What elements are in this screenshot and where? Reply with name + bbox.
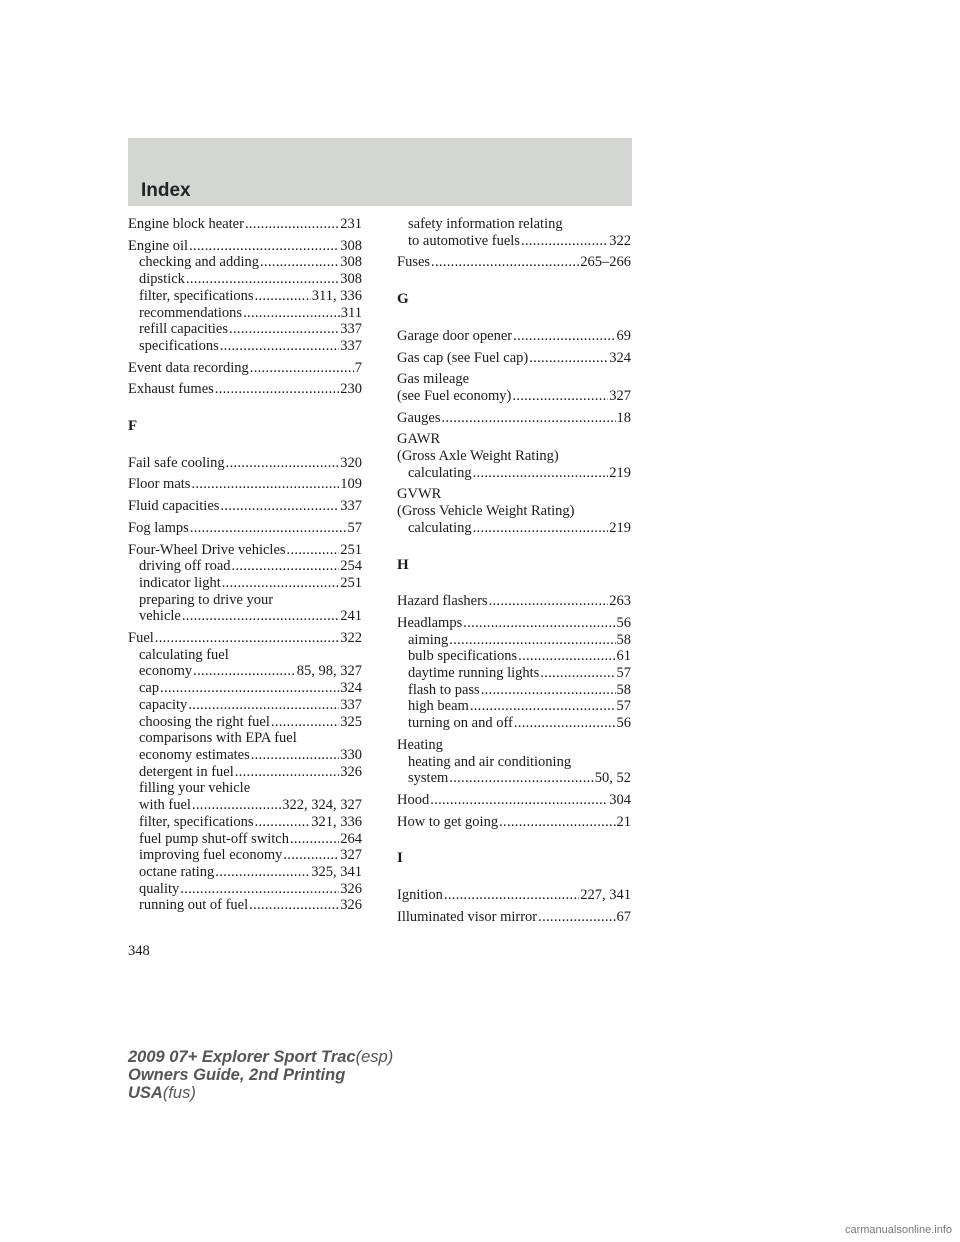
index-row: [397, 615, 631, 632]
index-subrow: [128, 714, 362, 731]
dot-leader: [431, 254, 579, 271]
index-entry: [397, 254, 631, 271]
index-subterm: capacity: [139, 696, 188, 713]
dot-leader: [470, 698, 616, 715]
dot-leader: [512, 388, 608, 405]
index-term: Four-Wheel Drive vehicles: [128, 541, 286, 558]
index-subrow: [128, 847, 362, 864]
dot-leader: [260, 254, 339, 271]
index-subterm: flash to pass: [408, 681, 480, 698]
index-subrow: [128, 831, 362, 848]
index-subterm: with fuel: [139, 797, 191, 814]
dot-leader: [473, 465, 609, 482]
index-row: [397, 792, 631, 809]
index-entry: [397, 615, 631, 732]
index-subterm: system: [408, 770, 449, 787]
index-subrow: [397, 665, 631, 682]
dot-leader: [243, 305, 340, 322]
index-subrow: [128, 680, 362, 697]
page-ref: 7: [354, 359, 362, 376]
index-entry: [128, 630, 362, 914]
index-term: Engine oil: [128, 237, 189, 254]
index-entry: [128, 216, 362, 233]
page-ref: 56: [616, 614, 631, 631]
page-ref: 85, 98, 327: [296, 663, 362, 680]
index-subrow: [128, 338, 362, 355]
dot-leader: [250, 360, 354, 377]
index-subterm: quality: [139, 880, 180, 897]
index-subrow: [397, 233, 631, 250]
page-ref: 254: [340, 558, 362, 575]
index-subterm: refill capacities: [139, 321, 228, 338]
dot-leader: [271, 714, 339, 731]
index-subterm: filter, specifications: [139, 813, 254, 830]
dot-leader: [255, 288, 311, 305]
index-subrow: [128, 814, 362, 831]
index-row: [128, 381, 362, 398]
section-letter: I: [397, 850, 403, 867]
index-entry: [397, 216, 631, 249]
index-subterm: economy estimates: [139, 746, 250, 763]
index-term: Fuses: [397, 254, 431, 271]
index-subrow: [397, 770, 631, 787]
page-ref: 325: [340, 713, 362, 730]
index-term: Engine block heater: [128, 216, 244, 232]
index-subterm: dipstick: [139, 271, 185, 288]
dot-leader: [449, 632, 615, 649]
index-term: (see Fuel economy): [397, 387, 512, 404]
index-subterm: calculating: [408, 464, 472, 481]
index-column-left: [128, 216, 362, 919]
page-ref: 251: [340, 541, 362, 558]
page-ref: 324: [340, 680, 362, 697]
index-subrow: [128, 271, 362, 288]
index-term: Floor mats: [128, 476, 191, 493]
dot-leader: [444, 887, 579, 904]
index-entry: [397, 814, 631, 831]
dot-leader: [430, 792, 608, 809]
index-entry: [397, 431, 631, 481]
index-entry: [128, 520, 362, 537]
index-subrow: [128, 321, 362, 338]
footer-code: (fus): [162, 1084, 196, 1102]
index-term: Gauges: [397, 409, 441, 426]
dot-leader: [513, 328, 615, 345]
index-row: [397, 593, 631, 610]
page-ref: 321, 336: [311, 813, 362, 830]
dot-leader: [220, 498, 339, 515]
index-subrow: [397, 682, 631, 699]
index-subrow: [128, 558, 362, 575]
index-subrow: [128, 575, 362, 592]
footer-printing: Owners Guide, 2nd Printing: [128, 1066, 346, 1084]
dot-leader: [182, 608, 339, 625]
footer-line: [128, 1066, 393, 1084]
page-ref: 227, 341: [580, 887, 631, 904]
index-entry: [128, 360, 362, 377]
footer-model: 2009 07+ Explorer Sport Trac: [128, 1048, 356, 1066]
index-subrow: [128, 608, 362, 625]
page-ref: 311, 336: [311, 287, 362, 304]
index-term: Fuel: [128, 630, 154, 647]
page-ref: 219: [609, 519, 631, 536]
footer-line: [128, 1084, 393, 1102]
footer-code: (esp): [355, 1048, 394, 1066]
index-term: Fog lamps: [128, 519, 189, 536]
index-subrow: [128, 663, 362, 680]
dot-leader: [220, 338, 340, 355]
page-ref: 231: [340, 216, 362, 232]
index-subterm-line: comparisons with EPA fuel: [139, 730, 297, 747]
index-entry: [397, 350, 631, 367]
index-row: [128, 498, 362, 515]
watermark: carmanualsonline.info: [844, 1224, 952, 1236]
header-band: [128, 138, 632, 206]
index-subrow: [128, 254, 362, 271]
index-entry: [397, 887, 631, 904]
dot-leader: [180, 881, 339, 898]
page-ref: 219: [609, 464, 631, 481]
index-entry: [128, 542, 362, 626]
index-row: [397, 328, 631, 345]
index-term: Illuminated visor mirror: [397, 908, 538, 925]
index-subrow: [128, 897, 362, 914]
section-letter: F: [128, 418, 138, 435]
page-ref: 337: [340, 498, 362, 515]
index-entry: [128, 381, 362, 398]
index-subrow: [397, 632, 631, 649]
index-row: [128, 360, 362, 377]
dot-leader: [290, 831, 339, 848]
footer-market: USA: [128, 1084, 163, 1102]
dot-leader: [229, 321, 339, 338]
page-ref: 325, 341: [311, 863, 362, 880]
page-ref: 308: [340, 237, 362, 254]
index-term: Gas cap (see Fuel cap): [397, 349, 529, 366]
index-term: Hazard flashers: [397, 593, 488, 610]
index-term: How to get going: [397, 813, 499, 830]
page-ref: 337: [340, 321, 362, 338]
dot-leader: [481, 682, 616, 699]
index-entry: [128, 238, 362, 355]
dot-leader: [529, 350, 608, 367]
index-subterm: vehicle: [139, 608, 181, 625]
dot-leader: [518, 648, 615, 665]
dot-leader: [538, 909, 615, 926]
index-subterm: economy: [139, 663, 193, 680]
index-subterm: indicator light: [139, 574, 221, 591]
page-ref: 265–266: [580, 254, 631, 271]
index-entry: [397, 410, 631, 427]
page-ref: 241: [340, 608, 362, 625]
index-subterm-line: heating and air conditioning: [408, 753, 572, 770]
page-ref: 67: [616, 908, 631, 925]
section-letter: G: [397, 291, 409, 308]
index-subterm: running out of fuel: [139, 897, 249, 914]
page-ref: 57: [616, 698, 631, 715]
dot-leader: [222, 575, 340, 592]
index-row: [397, 410, 631, 427]
page-ref: 304: [609, 791, 631, 808]
dot-leader: [186, 271, 339, 288]
index-term: Ignition: [397, 887, 443, 904]
page-ref: 18: [616, 409, 631, 426]
page-ref: 50, 52: [594, 770, 631, 787]
index-subterm: daytime running lights: [408, 665, 540, 682]
index-subterm-line: safety information relating: [408, 216, 563, 232]
dot-leader: [226, 455, 340, 472]
dot-leader: [232, 558, 340, 575]
dot-leader: [192, 797, 281, 814]
index-term: Event data recording: [128, 359, 249, 376]
index-subterm: cap: [139, 680, 160, 697]
dot-leader: [155, 630, 339, 647]
page-ref: 57: [347, 519, 362, 536]
index-subterm: bulb specifications: [408, 648, 518, 665]
dot-leader: [245, 216, 339, 233]
page-ref: 311: [340, 304, 362, 321]
dot-leader: [255, 814, 311, 831]
dot-leader: [193, 663, 296, 680]
index-subterm: choosing the right fuel: [139, 713, 270, 730]
index-row: [397, 388, 631, 405]
index-subrow: [128, 747, 362, 764]
index-entry: [397, 737, 631, 787]
dot-leader: [442, 410, 616, 427]
dot-leader: [191, 476, 339, 493]
index-term: Hood: [397, 791, 430, 808]
index-row: [397, 814, 631, 831]
index-term-line: GAWR: [397, 431, 441, 448]
page-ref: 109: [340, 476, 362, 493]
index-entry: [397, 328, 631, 345]
index-term: Exhaust fumes: [128, 381, 214, 398]
index-subterm: detergent in fuel: [139, 763, 234, 780]
page-ref: 337: [340, 696, 362, 713]
index-entry: [128, 498, 362, 515]
dot-leader: [473, 520, 609, 537]
page-ref: 264: [340, 830, 362, 847]
index-subterm: specifications: [139, 337, 219, 354]
dot-leader: [489, 593, 609, 610]
index-subterm: filter, specifications: [139, 287, 254, 304]
index-subrow: [128, 288, 362, 305]
page-ref: 61: [616, 648, 631, 665]
index-subterm: fuel pump shut-off switch: [139, 830, 289, 847]
index-subrow: [397, 698, 631, 715]
dot-leader: [499, 814, 615, 831]
index-term-line: Heating: [397, 736, 443, 753]
index-term-line: GVWR: [397, 486, 442, 503]
index-subterm: checking and adding: [139, 254, 259, 271]
page-ref: 337: [340, 337, 362, 354]
index-row: [128, 238, 362, 255]
page-ref: 263: [609, 593, 631, 610]
footer: [128, 1048, 393, 1102]
index-row: [128, 520, 362, 537]
index-subterm: recommendations: [139, 304, 243, 321]
page-ref: 326: [340, 880, 362, 897]
dot-leader: [540, 665, 615, 682]
page-ref: 326: [340, 897, 362, 914]
page-ref: 308: [340, 254, 362, 271]
page-ref: 58: [616, 631, 631, 648]
dot-leader: [251, 747, 340, 764]
index-row: [128, 630, 362, 647]
index-subterm: improving fuel economy: [139, 847, 283, 864]
index-entry: [397, 486, 631, 536]
index-term: Fail safe cooling: [128, 454, 225, 471]
dot-leader: [235, 764, 339, 781]
index-subterm: high beam: [408, 698, 469, 715]
index-entry: [128, 476, 362, 493]
footer-line: [128, 1048, 393, 1066]
dot-leader: [215, 864, 310, 881]
index-subterm: calculating: [408, 519, 472, 536]
index-term: Headlamps: [397, 614, 463, 631]
page-title: Index: [141, 180, 191, 201]
index-row: [128, 542, 362, 559]
index-subterm: turning on and off: [408, 715, 513, 732]
index-subrow: [128, 797, 362, 814]
page-ref: 308: [340, 271, 362, 288]
page-ref: 326: [340, 763, 362, 780]
page-ref: 56: [616, 715, 631, 732]
index-term: Fluid capacities: [128, 498, 220, 515]
page-ref: 21: [616, 813, 631, 830]
section-letter: H: [397, 556, 409, 573]
index-row: [397, 350, 631, 367]
index-subterm-line: filling your vehicle: [139, 780, 251, 797]
dot-leader: [215, 381, 339, 398]
page-ref: 327: [340, 847, 362, 864]
index-subrow: [128, 881, 362, 898]
index-row: [128, 216, 362, 233]
index-row: [397, 254, 631, 271]
page-ref: 322: [340, 630, 362, 647]
index-subrow: [397, 715, 631, 732]
index-subrow: [128, 764, 362, 781]
dot-leader: [463, 615, 615, 632]
index-entry: [128, 455, 362, 472]
index-term-line: Gas mileage: [397, 371, 470, 388]
index-term-line: (Gross Axle Weight Rating): [397, 448, 559, 465]
index-entry: [397, 792, 631, 809]
page-ref: 230: [340, 381, 362, 398]
dot-leader: [189, 238, 339, 255]
index-subterm: aiming: [408, 631, 449, 648]
index-subterm: driving off road: [139, 558, 231, 575]
dot-leader: [160, 680, 339, 697]
index-entry: [397, 371, 631, 404]
index-term: Garage door opener: [397, 327, 513, 344]
page-number: 348: [128, 943, 150, 959]
dot-leader: [514, 715, 616, 732]
index-row: [128, 476, 362, 493]
page-ref: 320: [340, 454, 362, 471]
index-subterm-line: preparing to drive your: [139, 591, 274, 608]
page-ref: 58: [616, 681, 631, 698]
index-column-right: [397, 216, 631, 931]
index-subterm: to automotive fuels: [408, 232, 520, 249]
index-row: [397, 887, 631, 904]
dot-leader: [449, 770, 593, 787]
index-subrow: [397, 465, 631, 482]
index-subrow: [397, 648, 631, 665]
dot-leader: [249, 897, 339, 914]
dot-leader: [521, 233, 608, 250]
dot-leader: [190, 520, 347, 537]
index-entry: [397, 593, 631, 610]
index-row: [128, 455, 362, 472]
index-subterm: octane rating: [139, 863, 215, 880]
dot-leader: [287, 542, 340, 559]
index-subterm-line: calculating fuel: [139, 646, 229, 663]
page-ref: 322, 324, 327: [282, 797, 362, 814]
page-ref: 57: [616, 665, 631, 682]
index-entry: [397, 909, 631, 926]
page-ref: 322: [609, 232, 631, 249]
index-row: [397, 909, 631, 926]
dot-leader: [188, 697, 339, 714]
dot-leader: [283, 847, 339, 864]
index-subrow: [397, 520, 631, 537]
index-subrow: [128, 864, 362, 881]
index-subrow: [128, 697, 362, 714]
page-ref: 324: [609, 349, 631, 366]
index-term-line: (Gross Vehicle Weight Rating): [397, 503, 575, 520]
page-ref: 251: [340, 574, 362, 591]
page-ref: 327: [609, 387, 631, 404]
page-ref: 330: [340, 746, 362, 763]
page-ref: 69: [616, 327, 631, 344]
index-subrow: [128, 305, 362, 322]
